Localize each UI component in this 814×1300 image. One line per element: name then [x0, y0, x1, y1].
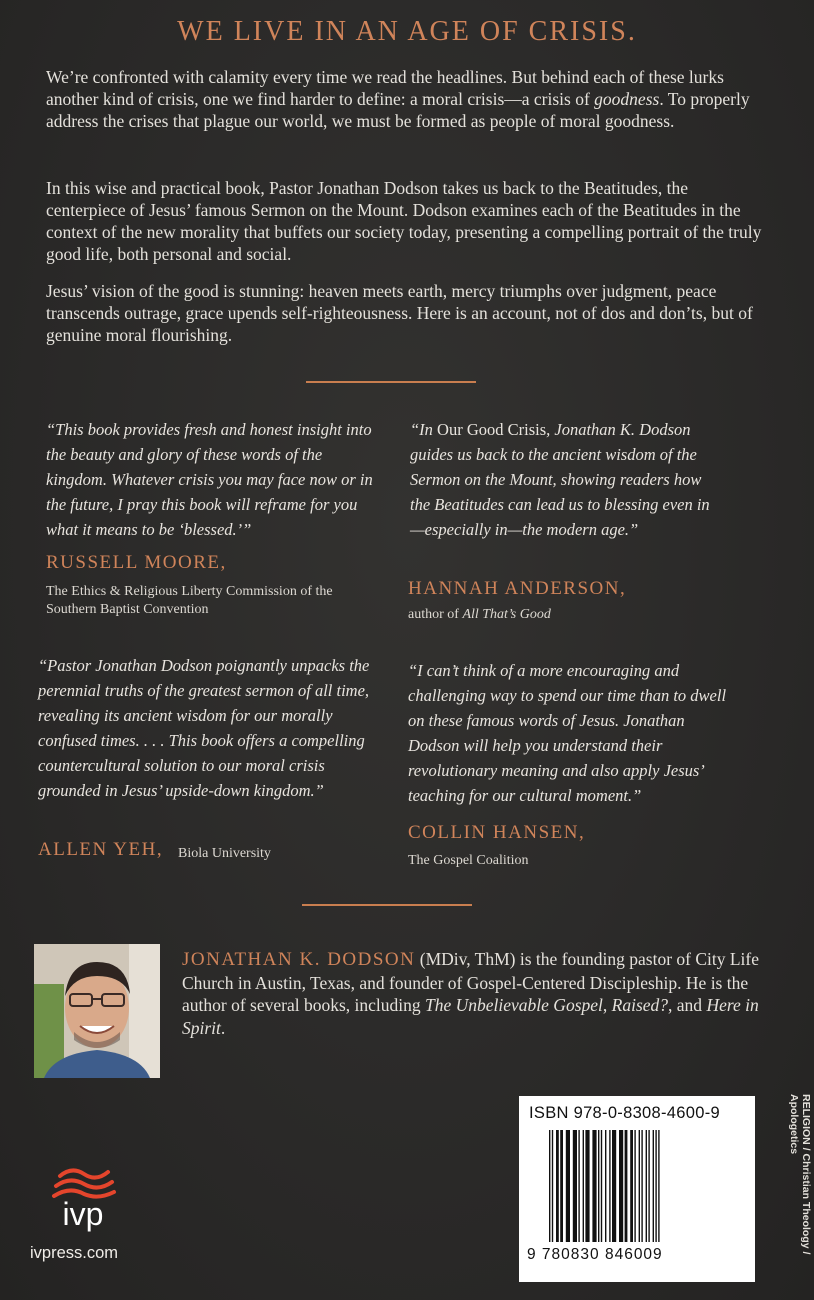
divider-rule [302, 904, 472, 906]
barcode-bar [641, 1130, 642, 1242]
publisher-logo [48, 1166, 118, 1240]
barcode-bar [583, 1130, 584, 1242]
endorsement-quote: “This book provides fresh and honest insight into the beauty and glory of these words of the kingdom. Whatever crisis you may face now or in the future, I pray this book will reframe for you what it means to be ‘blessed.’” [46, 420, 373, 539]
quote-text: , Jonathan K. Dodson guides us back to the ancient wisdom of the Sermon on the Mount, showing readers how the Beatitudes can lead us to blessing even in—especially in—the modern age.” [410, 420, 710, 539]
barcode-bar [655, 1130, 656, 1242]
book-title: Our Good Crisis [437, 420, 547, 439]
barcode-bar [609, 1130, 610, 1242]
barcode-bar [585, 1130, 589, 1242]
bio-text: . [220, 1017, 226, 1038]
barcode-bar [634, 1130, 635, 1242]
endorser-affiliation [408, 606, 738, 624]
bio-text: (MDiv, ThM) is the founding pastor of City Life Church in Austin, Texas, and founder of Gospel-Centered Discipleship. He is the author of several books, including [182, 949, 760, 1015]
blurb-text: We’re confronted with calamity every time we read the headlines. But behind each of these lurks another kind of crisis, one we find harder to define: a moral crisis—a crisis of [46, 67, 724, 109]
barcode-bar [625, 1130, 628, 1242]
book-title: All That’s Good [462, 607, 551, 622]
barcode-bar [560, 1130, 563, 1242]
blurb-paragraph-3: Jesus’ vision of the good is stunning: heaven meets earth, mercy triumphs over judgment, peace transcends outrage, grace upends self-righteousness. Here is an account, not of dos and don’ts, but of genuine moral flourishing. [46, 281, 753, 345]
blurb-text: . To properly address the crises that plague our world, we must be formed as people of moral goodness. [46, 89, 750, 131]
author-portrait-icon [34, 944, 160, 1078]
book-title: Here in Spirit [182, 995, 759, 1038]
endorsement-quote [410, 417, 720, 542]
barcode-bar [578, 1130, 579, 1242]
barcode-bar [653, 1130, 654, 1242]
ivp-flame-icon [48, 1166, 118, 1200]
barcode-bar [630, 1130, 633, 1242]
author-bio [182, 948, 782, 1039]
barcode-bar [648, 1130, 649, 1242]
book-title: The Unbelievable Gospel [425, 995, 603, 1015]
barcode-bar [612, 1130, 616, 1242]
barcode-bar [549, 1130, 550, 1242]
author-photo [34, 944, 160, 1078]
author-name: JONATHAN K. DODSON [182, 949, 416, 970]
barcode-bar [592, 1130, 596, 1242]
endorser-name: COLLIN HANSEN, [408, 822, 586, 843]
barcode-bar [639, 1130, 640, 1242]
endorser-name: ALLEN YEH, [38, 839, 164, 860]
quote-text: “In [410, 420, 438, 439]
barcode-bar [619, 1130, 623, 1242]
blurb-emphasis: goodness [594, 89, 660, 109]
barcode-bar [605, 1130, 606, 1242]
endorsement-quote: “Pastor Jonathan Dodson poignantly unpacks the perennial truths of the greatest sermon of all time, revealing its ancient wisdom for our morally confused times. . . . This book offers a compelling countercultural solution to our moral crisis grounded in Jesus’ upside-down kingdom.” [38, 656, 370, 800]
barcode-bar [573, 1130, 577, 1242]
barcode-bar [598, 1130, 599, 1242]
book-title: Raised? [611, 995, 669, 1015]
publisher-logo-text: ivp [62, 1196, 104, 1232]
blurb-paragraph-2: In this wise and practical book, Pastor Jonathan Dodson takes us back to the Beatitudes, the centerpiece of Jesus’ famous Sermon on the Mount. Dodson examines each of the Beatitudes in the context of the new morality that buffets our society today, presenting a compelling portrait of the truly good life, both personal and social. [46, 178, 762, 264]
barcode-bar [601, 1130, 602, 1242]
endorser-name: RUSSELL MOORE, [46, 552, 227, 573]
headline: WE LIVE IN AN AGE OF CRISIS. [177, 16, 637, 47]
barcode-bar [556, 1130, 559, 1242]
bio-text: , and [668, 995, 707, 1015]
barcode-digits: 9 780830 846009 [527, 1246, 663, 1263]
publisher-website: ivpress.com [30, 1244, 119, 1262]
bio-text: , [602, 995, 612, 1015]
divider-rule [306, 381, 476, 383]
blurb-paragraph-1 [46, 66, 766, 132]
endorser-name: HANNAH ANDERSON, [408, 578, 627, 599]
affiliation-prefix: author of [408, 607, 463, 622]
barcode-box [519, 1096, 755, 1282]
category-label: RELIGION / Christian Theology / Apologetics [788, 1094, 812, 1255]
barcode-bar [658, 1130, 659, 1242]
isbn-label: ISBN 978-0-8308-4600-9 [529, 1104, 720, 1122]
endorsement-quote: “I can’t think of a more encouraging and challenging way to spend our time than to dwell on these famous words of Jesus. Jonathan Dodson will help you understand their revolutionary meaning and also apply Jesus’ teaching for our cultural moment.” [408, 661, 727, 805]
barcode-bar [566, 1130, 570, 1242]
endorser-affiliation: Biola University [178, 846, 271, 861]
barcode-bar [646, 1130, 647, 1242]
endorser-affiliation: The Ethics & Religious Liberty Commission of the Southern Baptist Convention [46, 584, 333, 617]
endorser-affiliation: The Gospel Coalition [408, 853, 529, 868]
barcode-bar [552, 1130, 553, 1242]
